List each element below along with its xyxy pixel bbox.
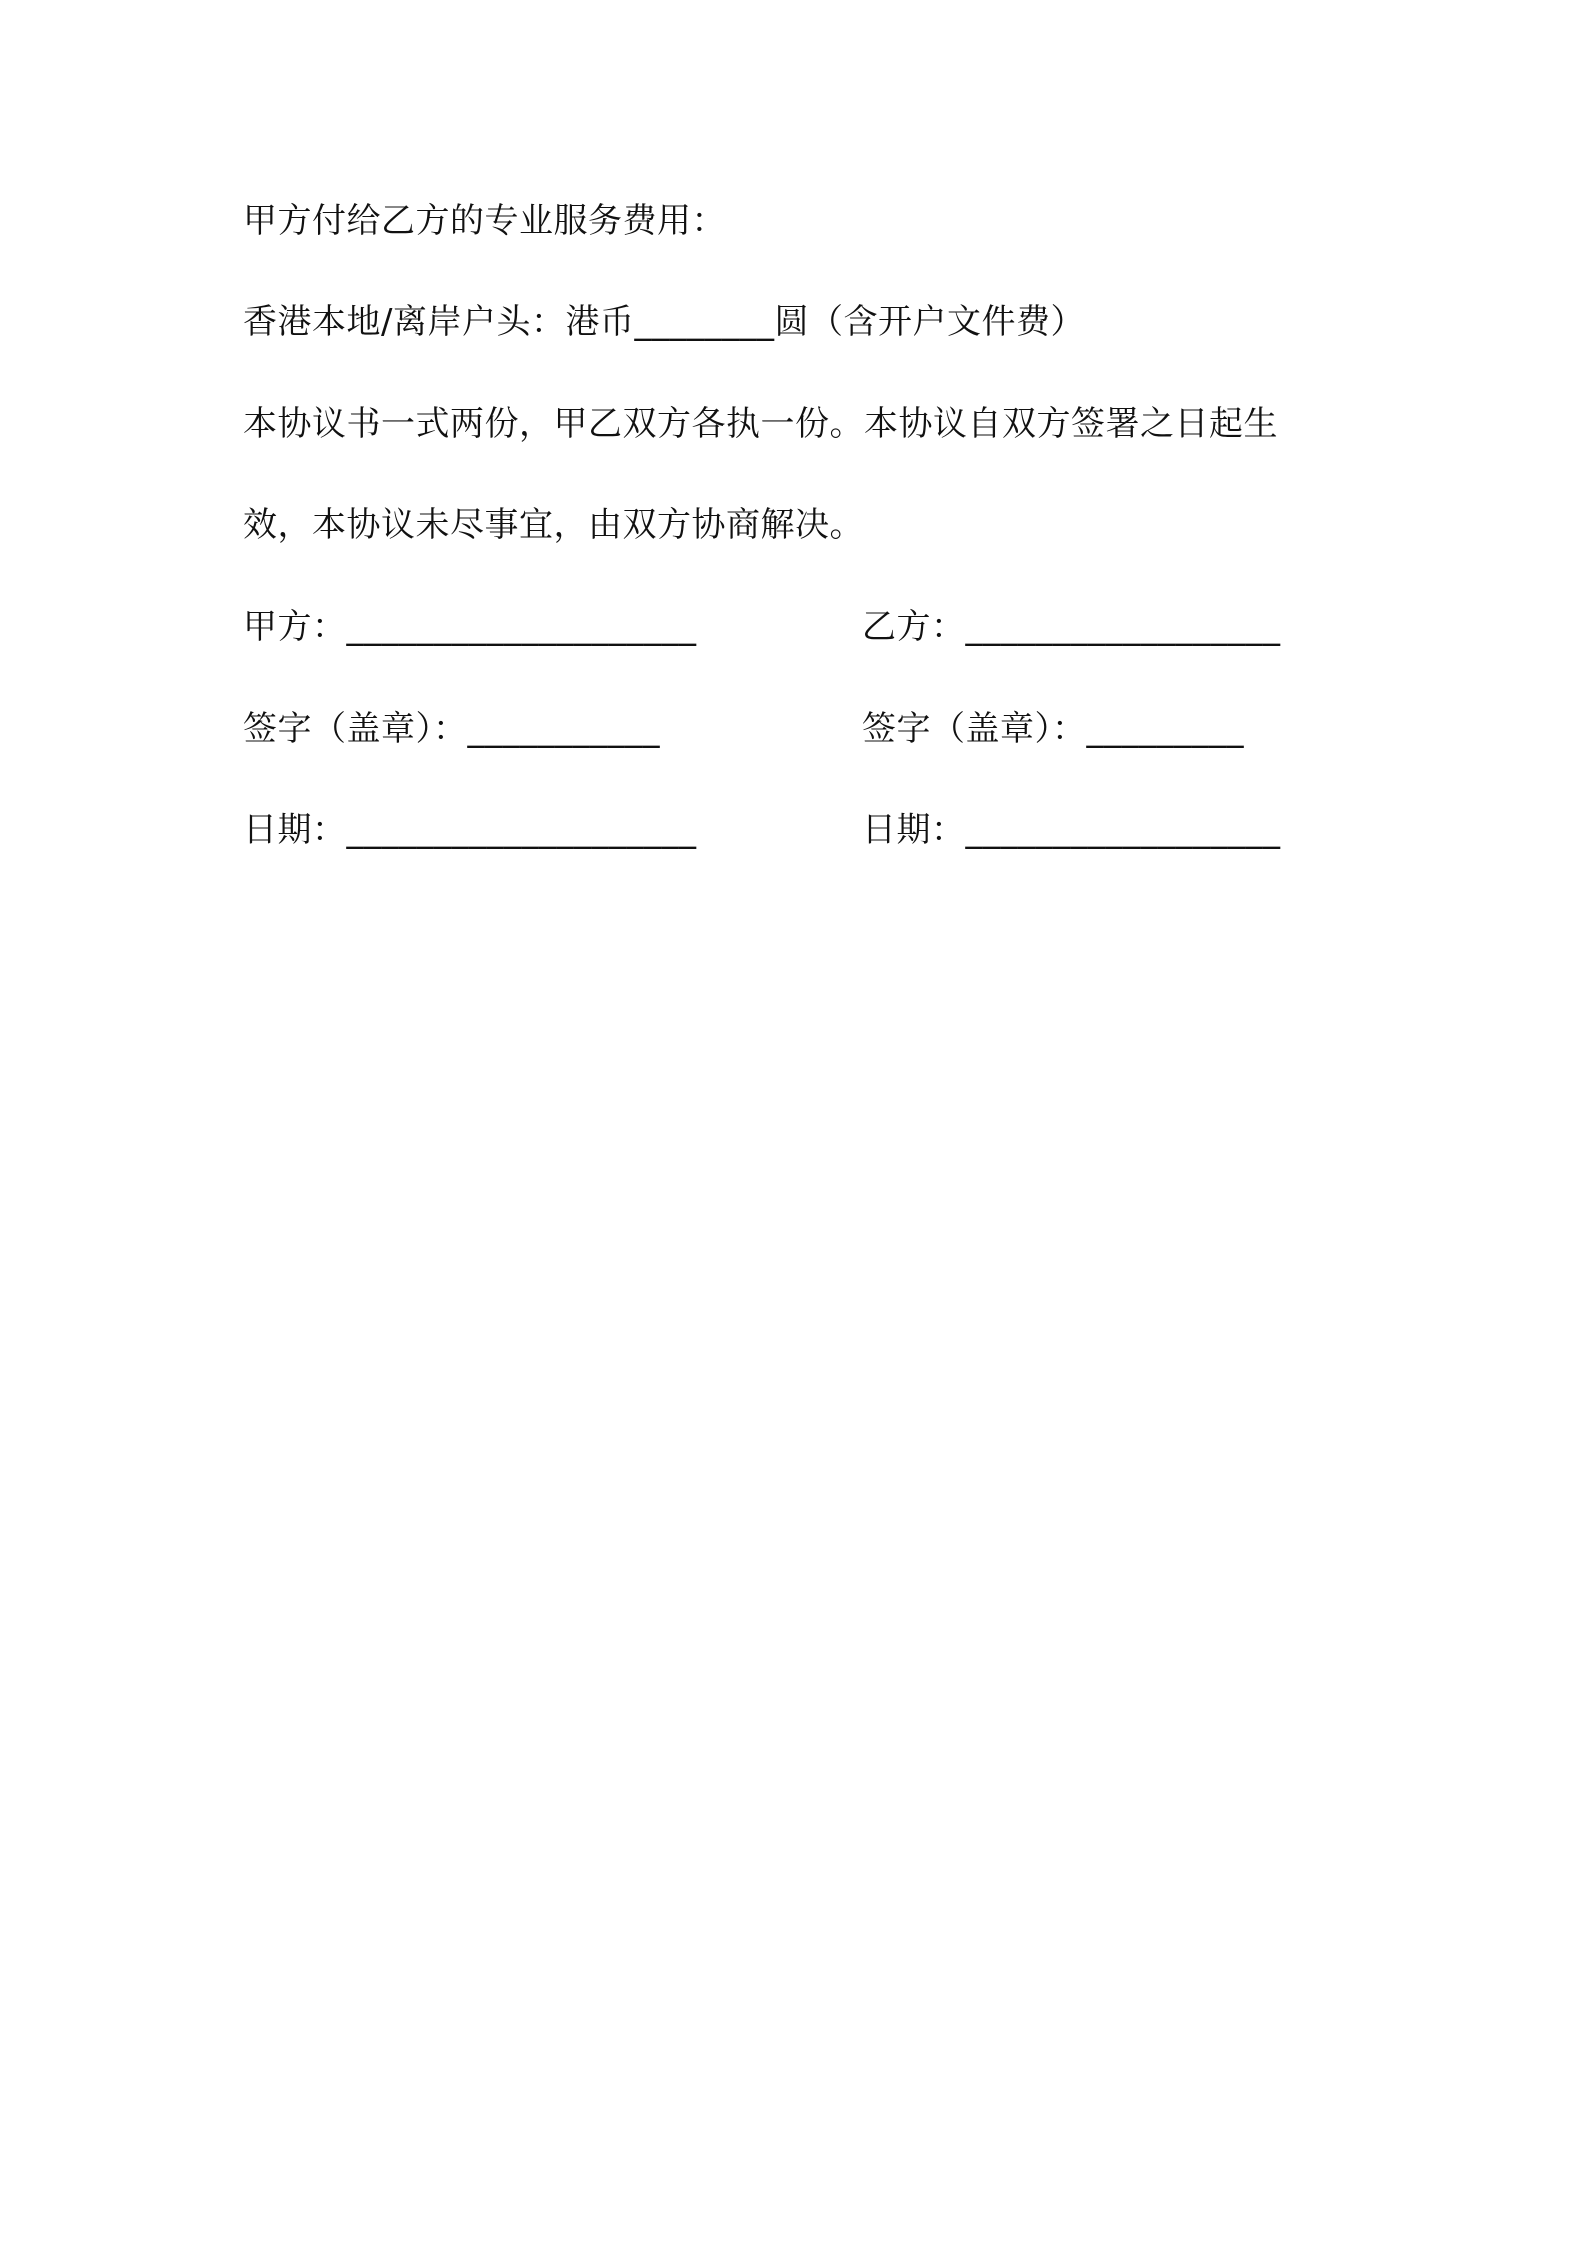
party-a-name-line: 甲方：____________________: [243, 607, 697, 647]
agreement-clause-line-1: 本协议书一式两份，甲乙双方各执一份。本协议自双方签署之日起生: [243, 404, 1278, 444]
party-b-signature-line: 签字（盖章）：_________: [862, 709, 1244, 749]
party-a-date-line: 日期：____________________: [243, 810, 697, 850]
party-a-signature-line: 签字（盖章）：___________: [243, 709, 660, 749]
fee-heading: 甲方付给乙方的专业服务费用：: [243, 201, 726, 241]
party-b-name-line: 乙方：__________________: [862, 607, 1281, 647]
agreement-clause-line-2: 效，本协议未尽事宜，由双方协商解决。: [243, 505, 864, 545]
fee-amount-line: 香港本地/离岸户头：港币________圆（含开户文件费）: [243, 302, 1085, 342]
party-b-date-line: 日期：__________________: [862, 810, 1281, 850]
